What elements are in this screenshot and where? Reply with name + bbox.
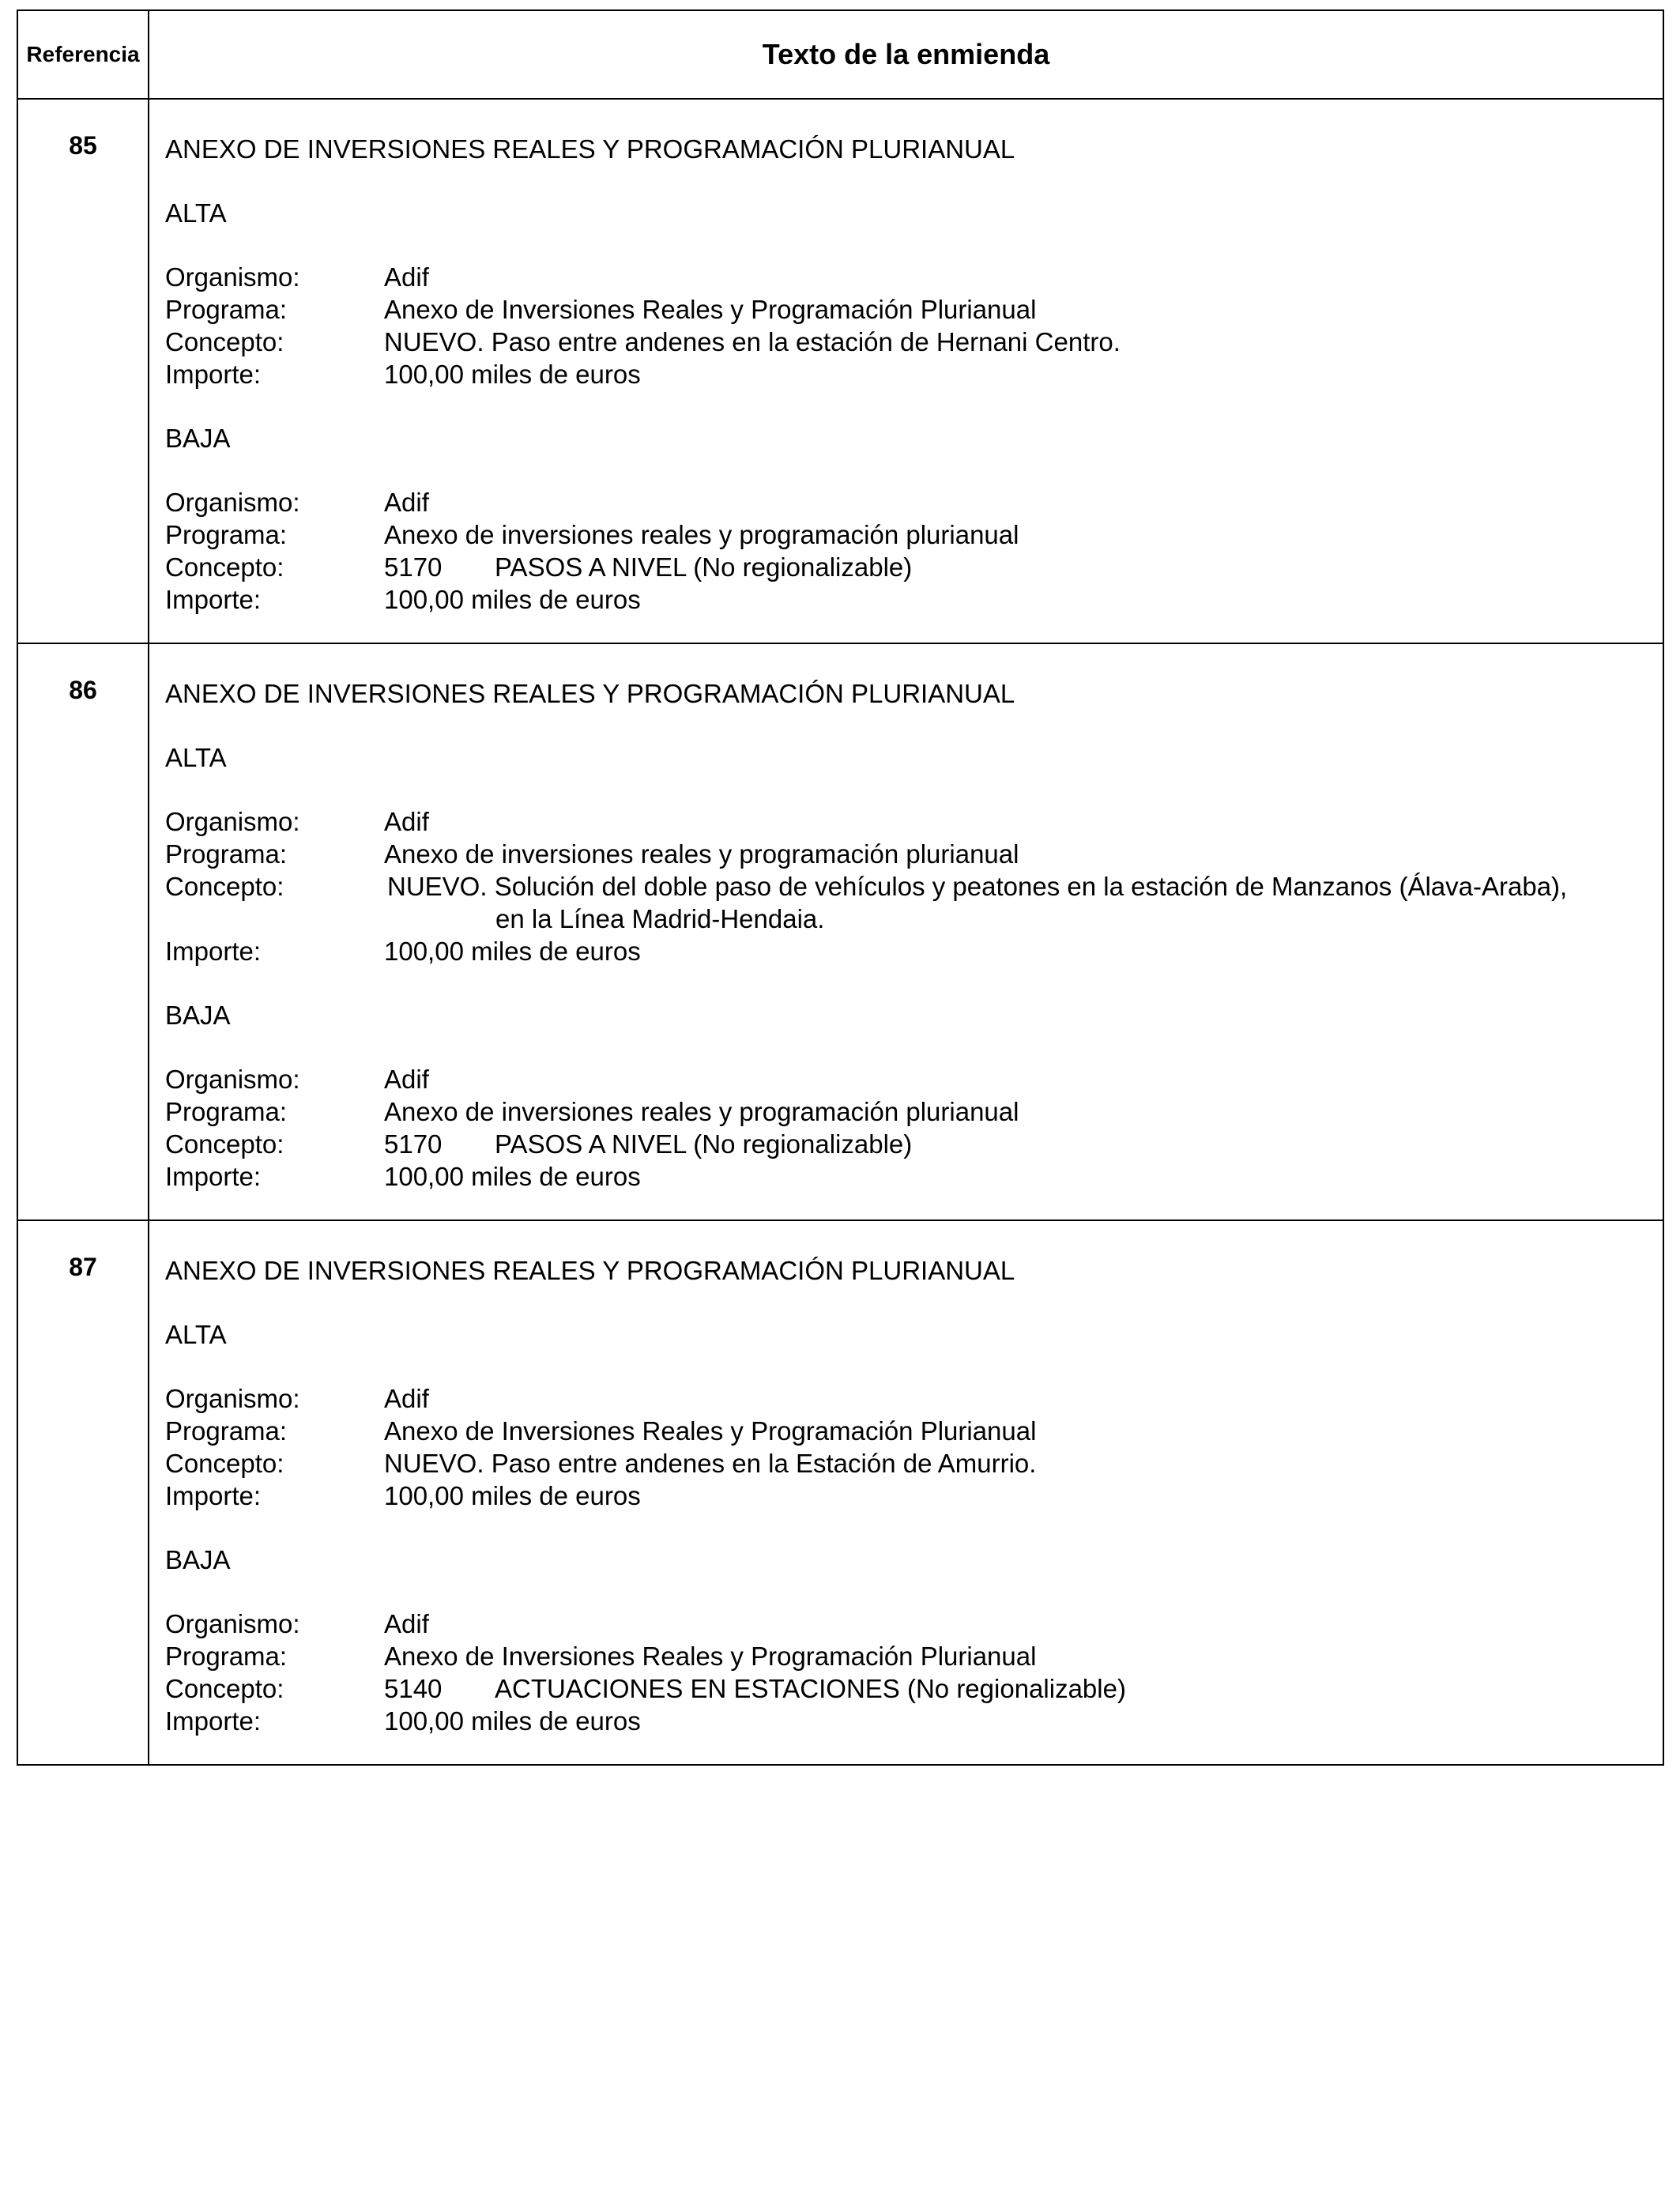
- amendment-text: [149, 1220, 1663, 1765]
- alta-organismo: [165, 1382, 1663, 1415]
- field-label: Programa:: [165, 520, 288, 549]
- field-label: Programa:: [165, 1642, 288, 1671]
- concepto-code: 5170: [384, 552, 443, 582]
- amendment-title: ANEXO DE INVERSIONES REALES Y PROGRAMACIÓN PLURIANUAL: [165, 134, 1015, 164]
- baja-organismo: [165, 1063, 1663, 1095]
- field-label: Importe:: [165, 1481, 262, 1510]
- baja-programa: [165, 1095, 1663, 1128]
- field-value: [384, 1128, 912, 1160]
- field-label: Concepto:: [165, 1449, 284, 1478]
- baja-importe: [165, 1705, 1663, 1737]
- table-header-row: [17, 10, 1663, 99]
- alta-concepto: [165, 1447, 1663, 1480]
- baja-concepto: [165, 551, 1663, 583]
- field-value: Anexo de Inversiones Reales y Programación Plurianual: [384, 1642, 1037, 1671]
- field-label: Programa:: [165, 295, 288, 324]
- alta-importe: [165, 358, 1663, 390]
- field-label: Programa:: [165, 1416, 288, 1446]
- concepto-text: PASOS A NIVEL (No regionalizable): [495, 1129, 913, 1159]
- field-label: Organismo:: [165, 1609, 300, 1638]
- baja-label: BAJA: [165, 1545, 231, 1574]
- alta-programa: [165, 1415, 1663, 1447]
- alta-organismo: [165, 805, 1663, 838]
- field-value: Adif: [384, 488, 429, 517]
- field-value: Anexo de Inversiones Reales y Programación Plurianual: [384, 295, 1037, 324]
- header-ref: Referencia: [17, 10, 149, 99]
- concepto-code: 5170: [384, 1129, 443, 1159]
- field-value: 100,00 miles de euros: [384, 1162, 641, 1191]
- alta-label: ALTA: [165, 743, 227, 772]
- field-label: Concepto:: [165, 552, 284, 582]
- table-row: [17, 99, 1663, 643]
- field-label: Concepto:: [165, 1129, 284, 1159]
- field-value: 100,00 miles de euros: [384, 937, 641, 966]
- field-label: Organismo:: [165, 488, 300, 517]
- concepto-code: 5140: [384, 1674, 443, 1703]
- field-label: Importe:: [165, 360, 262, 389]
- alta-importe: [165, 1480, 1663, 1512]
- baja-programa: [165, 518, 1663, 551]
- field-value: 100,00 miles de euros: [384, 360, 641, 389]
- ref-number: 85: [17, 99, 149, 643]
- field-label: Importe:: [165, 1162, 262, 1191]
- baja-concepto: [165, 1128, 1663, 1160]
- field-label: Programa:: [165, 839, 288, 869]
- field-label: Organismo:: [165, 1384, 300, 1413]
- amendment-title: ANEXO DE INVERSIONES REALES Y PROGRAMACIÓN PLURIANUAL: [165, 1256, 1015, 1285]
- field-label: Importe:: [165, 937, 262, 966]
- field-value: Adif: [384, 1065, 429, 1094]
- field-value: 100,00 miles de euros: [384, 585, 641, 614]
- baja-organismo: [165, 1608, 1663, 1640]
- alta-organismo: [165, 261, 1663, 293]
- field-value: Adif: [384, 1609, 429, 1638]
- alta-programa: [165, 838, 1663, 870]
- field-value: Adif: [384, 1384, 429, 1413]
- table-row: [17, 1220, 1663, 1765]
- baja-organismo: [165, 486, 1663, 518]
- field-value: [384, 1672, 1126, 1705]
- field-label: Organismo:: [165, 262, 300, 292]
- alta-concepto: [165, 870, 1663, 903]
- field-value: NUEVO. Paso entre andenes en la estación de Hernani Centro.: [384, 327, 1121, 356]
- header-text: Texto de la enmienda: [149, 10, 1663, 99]
- baja-importe: [165, 583, 1663, 616]
- field-label: Concepto:: [165, 327, 284, 356]
- baja-label: BAJA: [165, 424, 231, 453]
- field-value: Anexo de inversiones reales y programación plurianual: [384, 1097, 1019, 1126]
- field-label: Programa:: [165, 1097, 288, 1126]
- field-value: NUEVO. Solución del doble paso de vehículos y peatones en la estación de Manzanos (Álava-Araba),: [387, 872, 1568, 901]
- field-value: Anexo de inversiones reales y programación plurianual: [384, 520, 1019, 549]
- alta-concepto: [165, 326, 1663, 358]
- field-value: NUEVO. Paso entre andenes en la Estación de Amurrio.: [384, 1449, 1037, 1478]
- field-value: Adif: [384, 262, 429, 292]
- concepto-continuation: en la Línea Madrid-Hendaia.: [495, 904, 825, 933]
- ref-number: 87: [17, 1220, 149, 1765]
- field-label: Concepto:: [165, 1674, 284, 1703]
- field-label: Organismo:: [165, 1065, 300, 1094]
- alta-programa: [165, 293, 1663, 326]
- field-label: Concepto:: [165, 872, 284, 901]
- field-value: [384, 551, 912, 583]
- baja-label: BAJA: [165, 1001, 231, 1030]
- field-value: Anexo de Inversiones Reales y Programación Plurianual: [384, 1416, 1037, 1446]
- concepto-text: PASOS A NIVEL (No regionalizable): [495, 552, 913, 582]
- baja-concepto: [165, 1672, 1663, 1705]
- field-value: Anexo de inversiones reales y programación plurianual: [384, 839, 1019, 869]
- amendment-title: ANEXO DE INVERSIONES REALES Y PROGRAMACIÓN PLURIANUAL: [165, 679, 1015, 708]
- field-value: 100,00 miles de euros: [384, 1706, 641, 1736]
- amendments-table: [17, 9, 1664, 1766]
- ref-number: 86: [17, 643, 149, 1220]
- concepto-text: ACTUACIONES EN ESTACIONES (No regionalizable): [495, 1674, 1126, 1703]
- field-value: 100,00 miles de euros: [384, 1481, 641, 1510]
- field-label: Importe:: [165, 585, 262, 614]
- field-label: Importe:: [165, 1706, 262, 1736]
- alta-importe: [165, 935, 1663, 967]
- amendment-text: [149, 643, 1663, 1220]
- alta-label: ALTA: [165, 1320, 227, 1349]
- field-value: Adif: [384, 807, 429, 836]
- amendment-text: [149, 99, 1663, 643]
- alta-label: ALTA: [165, 198, 227, 228]
- table-row: [17, 643, 1663, 1220]
- baja-importe: [165, 1160, 1663, 1193]
- baja-programa: [165, 1640, 1663, 1672]
- field-label: Organismo:: [165, 807, 300, 836]
